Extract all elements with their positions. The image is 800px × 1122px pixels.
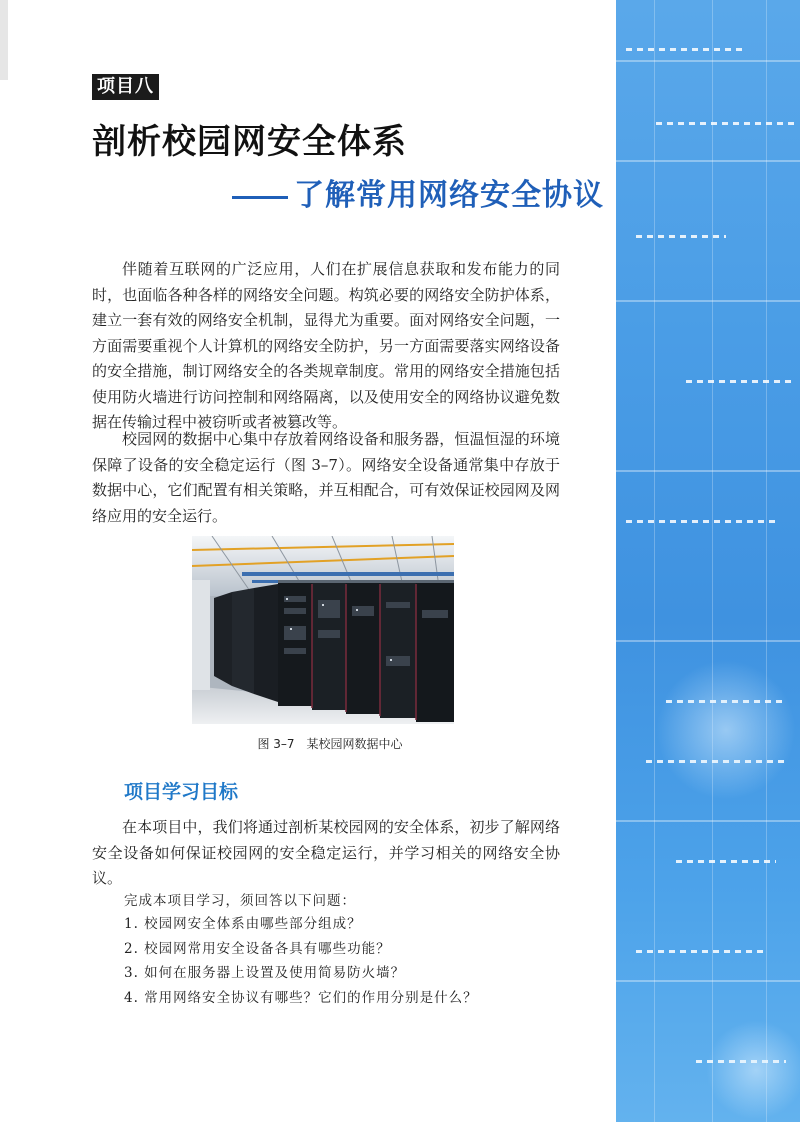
page-edge-shadow <box>0 0 8 80</box>
intro-paragraph-1: 伴随着互联网的广泛应用，人们在扩展信息获取和发布能力的同时，也面临各种各样的网络安全问题。构筑必要的网络安全防护体系，建立一套有效的网络安全机制，显得尤为重要。面对网络安全问题，一方面需要重视个人计算机的网络安全防护，另一方面需要落实网络设备的安全措施，制订网络安全的各类规章制度。常用的网络安全措施包括使用防火墙进行访问控制和网络隔离，以及使用安全的网络协议避免数据在传输过程中被窃听或者被篡改等。 <box>92 260 560 431</box>
page-subtitle <box>232 170 604 214</box>
project-badge: 项目八 <box>92 74 159 100</box>
subtitle-dash <box>232 196 288 199</box>
goals-paragraph: 在本项目中，我们将通过剖析某校园网的安全体系，初步了解网络安全设备如何保证校园网的安全稳定运行，并学习相关的网络安全协议。 <box>92 818 560 887</box>
question-item: 4. 常用网络安全协议有哪些？它们的作用分别是什么？ <box>124 989 478 1006</box>
questions-list <box>124 912 478 1010</box>
figure-caption <box>0 735 660 752</box>
subtitle-text: 了解常用网络安全协议 <box>294 178 604 213</box>
figure-number: 图 3–7 <box>257 737 295 751</box>
figure-caption-text: 某校园网数据中心 <box>306 737 403 751</box>
data-center-photo <box>192 536 454 724</box>
question-item: 3. 如何在服务器上设置及使用简易防火墙？ <box>124 965 406 981</box>
decorative-side-band <box>616 0 800 1122</box>
question-item: 2. 校园网常用安全设备各具有哪些功能？ <box>124 940 391 957</box>
question-item: 1. 校园网安全体系由哪些部分组成？ <box>124 916 362 932</box>
page-title: 剖析校园网安全体系 <box>92 122 407 162</box>
questions-lead: 完成本项目学习，须回答以下问题： <box>124 893 356 909</box>
section-heading-goals: 项目学习目标 <box>124 781 239 803</box>
intro-paragraph-2: 校园网的数据中心集中存放着网络设备和服务器，恒温恒湿的环境保障了设备的安全稳定运行（图 3–7）。网络安全设备通常集中存放于数据中心，它们配置有相关策略，并互相配合，可有效保证校园网及网络应用的安全运行。 <box>92 430 560 525</box>
